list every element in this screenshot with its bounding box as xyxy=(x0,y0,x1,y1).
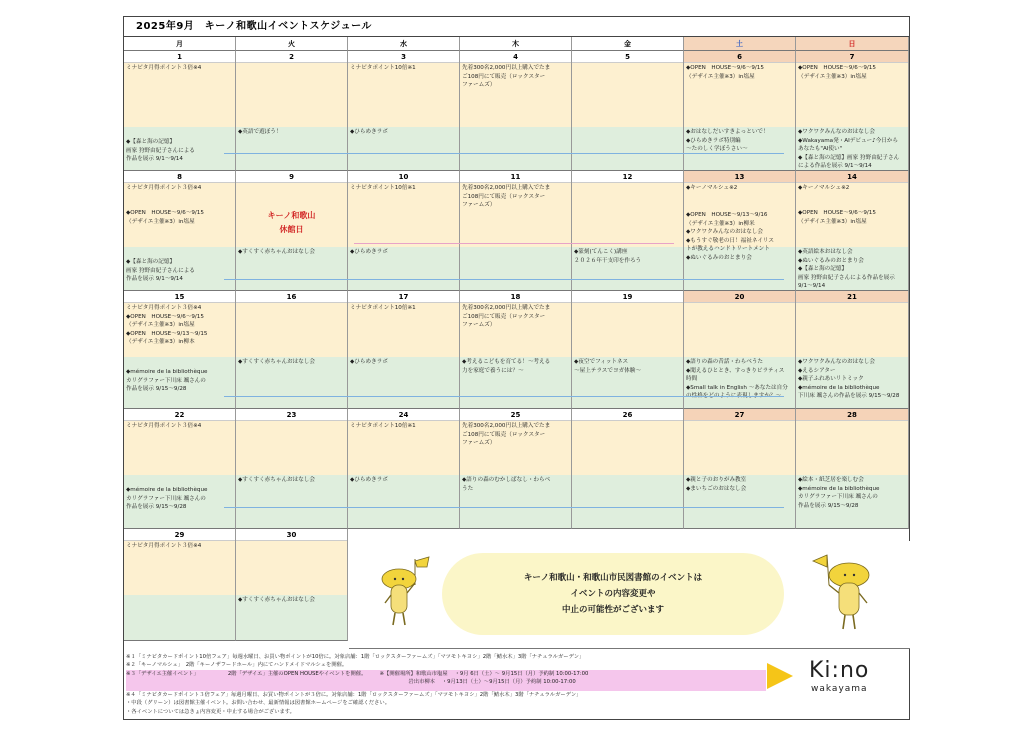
event-text: ミナピタ月得ポイント３倍※4 xyxy=(126,65,202,71)
logo-sub: wakayama xyxy=(811,684,868,694)
event-text: ◆ワクワクみんなのおはなし会 ◆えるシアター ◆親子ふれあいリトミック ◆mémoire de la bibliothèque 下川床 颯さんの作品を展示 9/15〜9/28 xyxy=(798,359,900,400)
event-text: ミナピタポイント10倍※1 xyxy=(350,423,416,429)
span-line xyxy=(224,153,784,154)
day-number: 1 xyxy=(124,51,235,63)
span-line xyxy=(224,396,784,397)
day-number: 7 xyxy=(796,51,908,63)
day-number: 30 xyxy=(236,529,347,541)
event-text: ◆ワクワクみんなのおはなし会 ◆Wakayama発・AIデビュー♪今日から あなたも"AI使い" ◆【森と海の記憶】画家 狩野由紀子さん による作品を展示 9/1〜9/14 xyxy=(798,129,900,170)
day-number: 22 xyxy=(124,409,235,421)
day-number: 17 xyxy=(348,291,459,303)
day-number: 18 xyxy=(460,291,571,303)
event-text: ◆篆刻(てんこく)講座 ２０２６年干支印を作ろう xyxy=(574,249,642,264)
footer-note-1: ※１「ミナピタカードポイント10倍フェア」毎週水曜日、お買い物ポイントが10倍に。対象店舗：1階「ロックスターファームズ」「マツモトキヨシ」2階「鯖水木」3階「ナチュラルガーデン」 xyxy=(126,654,585,660)
event-text: ◆すくすく赤ちゃんおはなし会 xyxy=(238,477,316,483)
day-cell xyxy=(124,291,236,409)
day-body xyxy=(236,421,347,528)
day-number: 9 xyxy=(236,171,347,183)
day-body xyxy=(124,183,235,290)
day-cell xyxy=(796,291,909,409)
event-text: ◆絵本・紙芝居を楽しむ会 ◆mémoire de la bibliothèque カリグラファー下川床 颯さんの 作品を展示 9/15〜9/28 xyxy=(798,477,880,509)
footer-note-6: ・各イベントについては急きょ内容変更・中止する場合がございます。 xyxy=(126,708,295,715)
day-cell xyxy=(124,529,236,641)
day-number: 16 xyxy=(236,291,347,303)
day-cell xyxy=(348,171,460,291)
day-cell xyxy=(236,291,348,409)
event-text: ◆キーノマルシェ※2 xyxy=(798,185,850,191)
day-body xyxy=(348,183,459,290)
span-line xyxy=(224,507,784,508)
day-number: 2 xyxy=(236,51,347,63)
page-title: 2025年9月 キーノ和歌山イベントスケジュール xyxy=(124,17,909,37)
day-number: 3 xyxy=(348,51,459,63)
event-text: ミナピタポイント10倍※1 xyxy=(350,65,416,71)
day-number: 10 xyxy=(348,171,459,183)
footer-note-4: ※４「ミナピタカードポイント３倍フェア」毎週月曜日、お買い物ポイントが３倍に。対象店舗：1階「ロックスターファームズ」「マツモトキヨシ」2階「鯖水木」3階「ナチュラルガーデン」 xyxy=(126,691,582,698)
weekday-header: 水 xyxy=(348,37,460,51)
library-events-area xyxy=(572,127,683,170)
day-body xyxy=(572,183,683,290)
day-cell xyxy=(684,409,796,529)
event-text: ミナピタ月得ポイント３倍※4 xyxy=(126,543,202,549)
day-body xyxy=(460,303,571,408)
day-number: 5 xyxy=(572,51,683,63)
day-cell xyxy=(796,171,909,291)
day-body xyxy=(684,303,795,408)
event-text: ◆キーノマルシェ※2 xyxy=(686,185,738,191)
notice-line-1: キーノ和歌山・和歌山市民図書館のイベントは xyxy=(523,573,703,583)
calendar-sheet xyxy=(123,16,910,720)
event-text: ◆OPEN HOUSE〜9/13〜9/16 （デザイエ主催※3）in柳米 ◆ワクワクみんなのおはなし会 ◆もうすぐ敬老の日！福祉ネイリス トが教えるハンドトリートメント ◆ぬいぐるみのおとまり会 xyxy=(686,212,774,261)
event-text: ◆すくすく赤ちゃんおはなし会 xyxy=(238,359,316,365)
event-text: ミナピタ月得ポイント３倍※4 xyxy=(126,185,202,191)
event-text: ◆mémoire de la bibliothèque カリグラファー下川床 颯さんの 作品を展示 9/15〜9/28 xyxy=(126,369,208,393)
event-text: 先着300名2,000円以上購入でたま ご108円にて販売（ロックスター ファームズ） xyxy=(462,305,551,329)
event-text: ミナピタ月得ポイント３倍※4 ◆OPEN HOUSE〜9/6〜9/15 （デザイエ主催※3）in塩屋 ◆OPEN HOUSE〜9/13〜9/15 （デザイエ主催※3）in柳本 xyxy=(126,305,208,346)
event-text: ◆ひらめきラボ xyxy=(350,129,388,135)
day-cell xyxy=(236,409,348,529)
day-body xyxy=(236,183,347,290)
weekday-header: 月 xyxy=(124,37,236,51)
footer-notes xyxy=(126,653,766,716)
day-number: 20 xyxy=(684,291,795,303)
event-text: 先着300名2,000円以上購入でたま ご108円にて販売（ロックスター ファームズ） xyxy=(462,65,551,89)
day-cell xyxy=(796,51,909,171)
span-line xyxy=(224,279,784,280)
day-body xyxy=(796,63,908,170)
day-number: 28 xyxy=(796,409,908,421)
day-number: 21 xyxy=(796,291,908,303)
library-events-area xyxy=(460,127,571,170)
mascot-left-icon xyxy=(377,555,435,635)
day-cell xyxy=(572,291,684,409)
library-events-area xyxy=(572,475,683,528)
event-text: ミナピタ月得ポイント３倍※4 xyxy=(126,423,202,429)
weekday-header: 日 xyxy=(796,37,909,51)
day-body xyxy=(684,421,795,528)
day-cell xyxy=(796,409,909,529)
event-text: ◆OPEN HOUSE〜9/6〜9/15 （デザイエ主催※3）in塩屋 xyxy=(798,65,876,80)
event-text: ◆ひらめきラボ xyxy=(350,249,388,255)
day-number: 6 xyxy=(684,51,795,63)
day-body xyxy=(348,303,459,408)
footer-note-3: ※３「デザイエ主催イベント」 2階「デザイエ」主催のOPEN HOUSEやイベントを開催。 ※【開催場所】和歌山市塩屋 ・9月 6日（土）〜 9月15日（月）予約制 10:00-17:00 xyxy=(126,670,589,677)
day-body xyxy=(684,183,795,290)
day-body xyxy=(572,421,683,528)
day-cell xyxy=(124,171,236,291)
kino-logo xyxy=(765,657,909,701)
day-number: 27 xyxy=(684,409,795,421)
event-text: ◆すくすく赤ちゃんおはなし会 xyxy=(238,597,316,603)
holiday-label: キーノ和歌山 休館日 xyxy=(267,211,316,234)
day-body xyxy=(124,303,235,408)
event-text: ◆考えるこどもを育てる！〜考える 力を家庭で養うには？〜 xyxy=(462,359,551,374)
event-text: 先着300名2,000円以上購入でたま ご108円にて販売（ロックスター ファームズ） xyxy=(462,423,551,447)
footer-note-5: ・中段（グリーン）は図書館主催イベント。お問い合わせ、最新情報は図書館ホームページをご確認ください。 xyxy=(126,700,390,707)
notice-line-2: イベントの内容変更や xyxy=(570,589,656,599)
day-cell xyxy=(348,409,460,529)
day-cell xyxy=(572,171,684,291)
logo-name: Ki:no xyxy=(809,658,870,683)
day-body xyxy=(348,421,459,528)
day-body xyxy=(124,421,235,528)
notice-line-3: 中止の可能性がございます xyxy=(561,605,664,615)
day-body xyxy=(236,303,347,408)
event-text: ◆ひらめきラボ xyxy=(350,477,388,483)
event-text: ◆mémoire de la bibliothèque カリグラファー下川床 颯さんの 作品を展示 9/15〜9/28 xyxy=(126,487,208,511)
event-text: ◆親と子のおりがみ教室 ◆まいちごのおはなし会 xyxy=(686,477,747,492)
weekday-header: 木 xyxy=(460,37,572,51)
day-cell xyxy=(236,171,348,291)
day-cell xyxy=(124,51,236,171)
day-body xyxy=(796,183,908,290)
day-number: 29 xyxy=(124,529,235,541)
weekday-header: 火 xyxy=(236,37,348,51)
day-number: 25 xyxy=(460,409,571,421)
event-text: ◆語りの森のむかしばなし・わらべ うた xyxy=(462,477,551,492)
day-body xyxy=(796,303,908,408)
mascot-right-icon xyxy=(807,551,877,637)
day-body xyxy=(124,63,235,170)
event-text: ◆夜空でフィットネス 〜屋上テラスでヨガ体験〜 xyxy=(574,359,641,374)
day-cell xyxy=(684,171,796,291)
event-text: ◆英語絵本おはなし会 ◆ぬいぐるみのおとまり会 ◆【森と海の記憶】 画家 狩野由紀子さんによる作品を展示 9/1〜9/14 xyxy=(798,249,895,290)
day-body xyxy=(796,421,908,528)
event-text: ミナピタポイント10倍※1 xyxy=(350,305,416,311)
footer-note-3-block xyxy=(126,670,766,691)
event-text: ◆【森と海の記憶】 画家 狩野由紀子さんによる 作品を展示 9/1〜9/14 xyxy=(126,139,195,163)
day-body xyxy=(460,421,571,528)
day-number: 11 xyxy=(460,171,571,183)
day-number: 8 xyxy=(124,171,235,183)
event-text: ◆すくすく赤ちゃんおはなし会 xyxy=(238,249,316,255)
day-number: 15 xyxy=(124,291,235,303)
day-number: 24 xyxy=(348,409,459,421)
event-text: 先着300名2,000円以上購入でたま ご108円にて販売（ロックスター ファームズ） xyxy=(462,185,551,209)
weekday-header: 土 xyxy=(684,37,796,51)
event-text: ◆英語で遊ぼう！ xyxy=(238,129,282,135)
event-text: ◆OPEN HOUSE〜9/6〜9/15 （デザイエ主催※3）in塩屋 xyxy=(126,210,204,225)
event-text: ◆OPEN HOUSE〜9/6〜9/15 （デザイエ主催※3）in塩屋 xyxy=(798,210,876,225)
event-text: ミナピタポイント10倍※1 xyxy=(350,185,416,191)
notice-bubble xyxy=(442,553,784,635)
day-body xyxy=(572,303,683,408)
day-body xyxy=(236,541,347,640)
footer-note-2: ※２「キーノマルシェ」 2階「キーノザフードホール」内にてハンドメイドマルシェを開催。 xyxy=(126,662,348,669)
day-cell xyxy=(460,291,572,409)
event-text: ◆【森と海の記憶】 画家 狩野由紀子さんによる 作品を展示 9/1〜9/14 xyxy=(126,259,195,283)
event-text: ◆語りの森の昔話・わらべうた ◆聞えるひととき、すっきりビラティス 時間 ◆Small talk in English 〜あなたは自分 xyxy=(686,359,788,391)
day-number: 12 xyxy=(572,171,683,183)
library-events-area xyxy=(460,247,571,290)
event-text: ◆OPEN HOUSE〜9/6〜9/15 （デザイエ主催※3）in塩屋 xyxy=(686,65,764,80)
day-body xyxy=(460,183,571,290)
day-number: 4 xyxy=(460,51,571,63)
day-cell xyxy=(572,409,684,529)
day-cell xyxy=(236,529,348,641)
day-number: 13 xyxy=(684,171,795,183)
span-line xyxy=(354,243,674,244)
notice-area xyxy=(349,541,910,649)
day-number: 26 xyxy=(572,409,683,421)
library-events-area xyxy=(124,595,235,640)
day-cell xyxy=(124,409,236,529)
day-number: 19 xyxy=(572,291,683,303)
day-number: 23 xyxy=(236,409,347,421)
weekday-header: 金 xyxy=(572,37,684,51)
day-number: 14 xyxy=(796,171,908,183)
day-body xyxy=(124,541,235,640)
event-text: ◆おはなしだいすきよっといで！ ◆ひらめきラボ特別編 〜たのしく学ぼうさい〜 xyxy=(686,129,769,153)
footer-note-3b: 岩出市柳本 ・9月13日（土）〜9月15日（月）予約制 10:00-17:00 xyxy=(126,679,576,686)
event-text: ◆ひらめきラボ xyxy=(350,359,388,365)
day-cell xyxy=(460,409,572,529)
day-cell xyxy=(684,291,796,409)
day-cell xyxy=(460,171,572,291)
kino-logo-icon xyxy=(765,661,795,691)
day-cell xyxy=(348,291,460,409)
